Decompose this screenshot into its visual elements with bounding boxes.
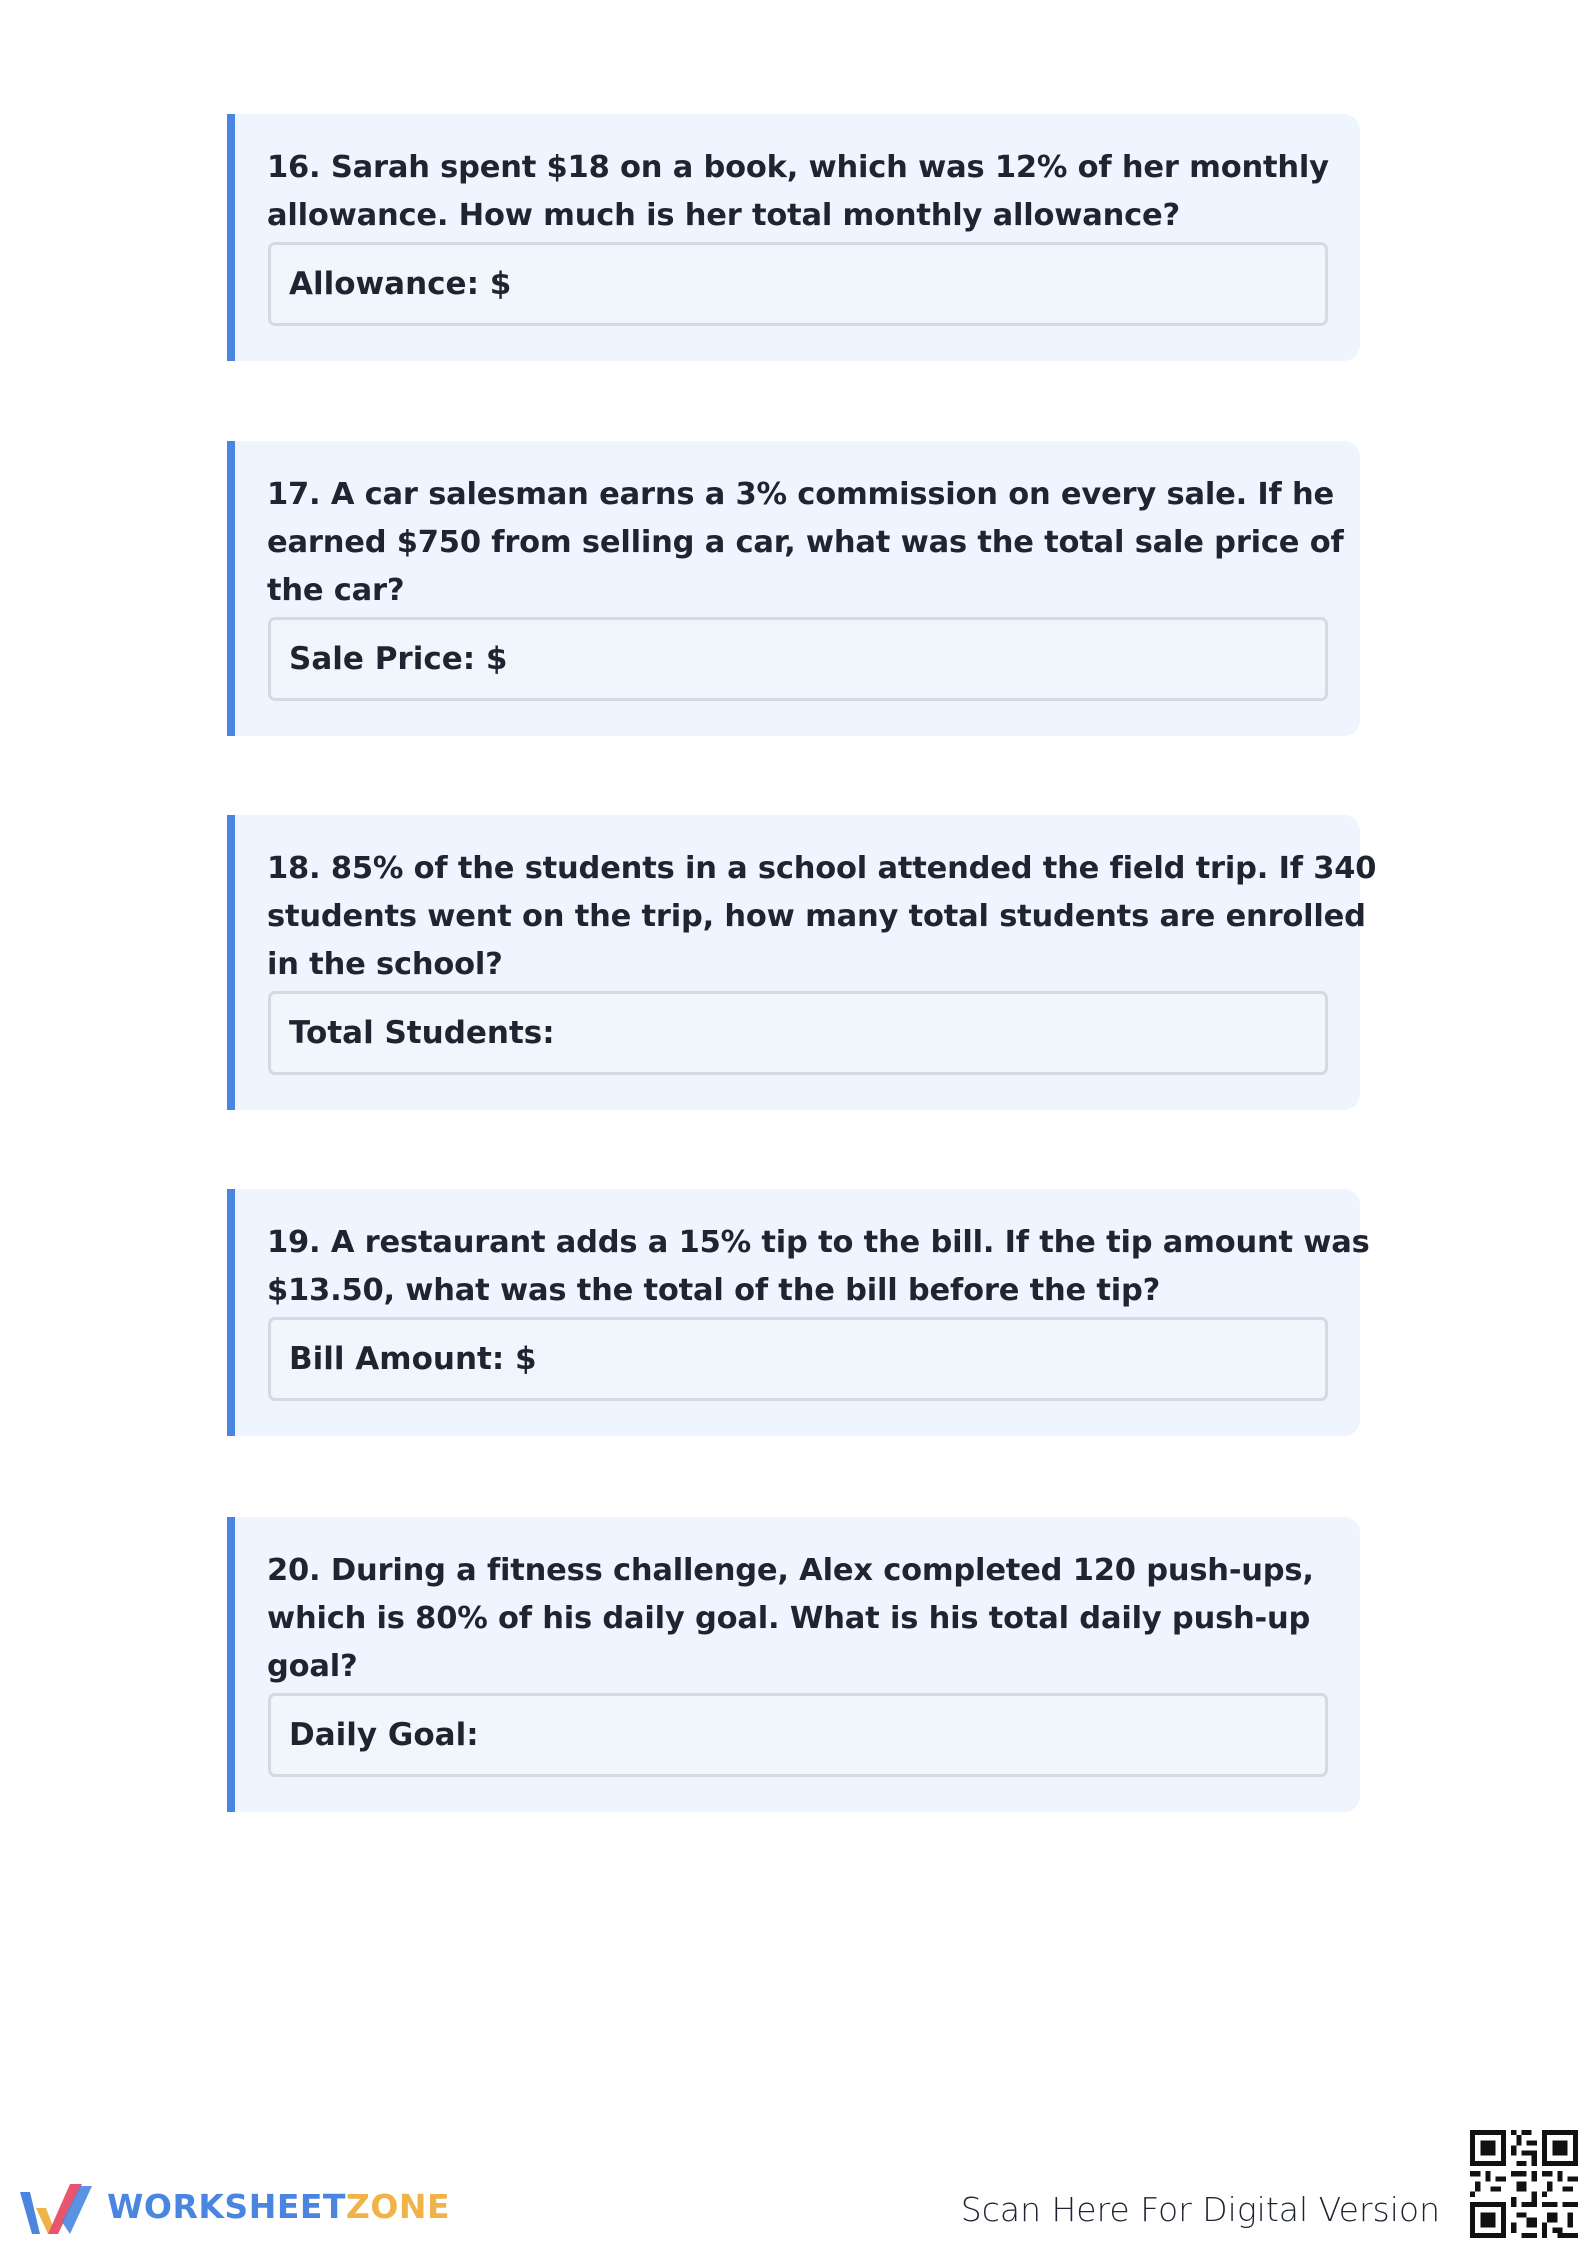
- question-text-17-line-2: earned $750 from selling a car, what was the total sale price of: [267, 525, 1344, 560]
- answer-label-bill-amount: Bill Amount: $: [289, 1341, 537, 1377]
- question-card-18: [227, 815, 1377, 1110]
- brand-wordmark: [107, 2186, 450, 2228]
- answer-field-bill-amount[interactable]: [268, 1317, 1328, 1401]
- scan-instruction: Scan Here For Digital Version: [960, 2190, 1440, 2229]
- question-card-20: [227, 1517, 1360, 1812]
- question-text-20-line-2: which is 80% of his daily goal. What is his total daily push-up: [267, 1601, 1311, 1636]
- question-text-17-line-3: the car?: [267, 573, 405, 608]
- answer-field-total-students[interactable]: [268, 991, 1328, 1075]
- answer-label-allowance: Allowance: $: [289, 266, 512, 302]
- question-card-16: [227, 114, 1360, 361]
- answer-label-total-students: Total Students:: [289, 1015, 555, 1051]
- answer-label-daily-goal: Daily Goal:: [289, 1717, 479, 1753]
- brand-wordmark-part1: WORKSHEET: [107, 2187, 346, 2226]
- question-text-18-line-1: 18. 85% of the students in a school attended the field trip. If 340: [267, 851, 1377, 886]
- answer-label-sale-price: Sale Price: $: [289, 641, 508, 677]
- answer-field-allowance[interactable]: [268, 242, 1328, 326]
- question-text-20-line-1: 20. During a fitness challenge, Alex completed 120 push-ups,: [267, 1553, 1314, 1588]
- answer-field-daily-goal[interactable]: [268, 1693, 1328, 1777]
- question-text-19-line-1: 19. A restaurant adds a 15% tip to the bill. If the tip amount was: [267, 1225, 1370, 1260]
- question-text-16-line-2: allowance. How much is her total monthly allowance?: [267, 198, 1180, 233]
- question-card-17: [227, 441, 1360, 736]
- qr-code-icon[interactable]: [1470, 2130, 1578, 2238]
- question-text-19-line-2: $13.50, what was the total of the bill before the tip?: [267, 1273, 1161, 1308]
- footer: [0, 2120, 1588, 2246]
- worksheetzone-logo-icon: [18, 2182, 100, 2240]
- question-card-19: [227, 1189, 1370, 1436]
- question-text-17-line-1: 17. A car salesman earns a 3% commission on every sale. If he: [267, 477, 1335, 512]
- question-text-16-line-1: 16. Sarah spent $18 on a book, which was 12% of her monthly: [267, 150, 1329, 185]
- question-text-18-line-3: in the school?: [267, 947, 503, 982]
- answer-field-sale-price[interactable]: [268, 617, 1328, 701]
- question-text-20-line-3: goal?: [267, 1649, 358, 1684]
- question-text-18-line-2: students went on the trip, how many total students are enrolled: [267, 899, 1366, 934]
- brand-wordmark-part2: ZONE: [345, 2187, 451, 2226]
